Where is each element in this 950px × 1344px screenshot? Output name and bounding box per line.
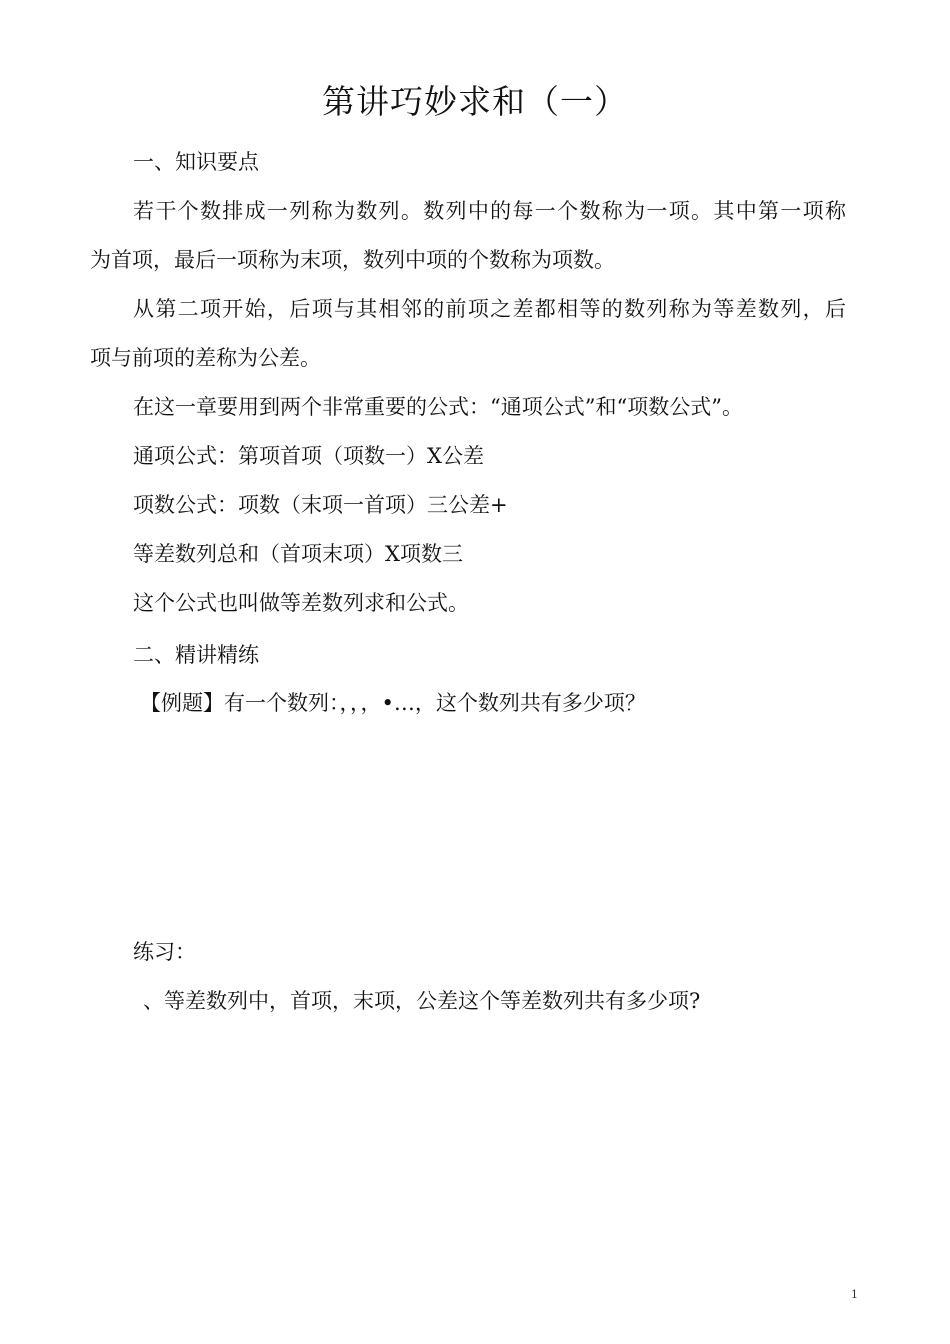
section-heading-practice: 二、精讲精练: [133, 643, 259, 667]
practice-question-1: 、等差数列中，首项，末项，公差这个等差数列共有多少项?: [143, 989, 701, 1013]
paragraph-sum-formula-note: 这个公式也叫做等差数列求和公式。: [133, 591, 469, 615]
formula-sum: 等差数列总和（首项末项）X项数三: [133, 542, 463, 566]
formula-number-of-terms: 项数公式：项数（末项一首项）三公差+: [133, 493, 508, 517]
example-question: 【例题】有一个数列：，，，•…，这个数列共有多少项？: [140, 691, 646, 715]
section-heading-knowledge-points: 一、知识要点: [133, 150, 259, 174]
paragraph-sequence-definition-line-1: 若干个数排成一列称为数列。数列中的每一个数称为一项。其中第一项称: [133, 199, 846, 223]
formula-general-term: 通项公式：第项首项（项数一）X公差: [133, 444, 484, 468]
paragraph-arithmetic-sequence-line-1: 从第二项开始，后项与其相邻的前项之差都相等的数列称为等差数列，后: [133, 297, 846, 321]
document-title: 第讲巧妙求和（一）: [322, 82, 628, 121]
paragraph-formulas-intro: 在这一章要用到两个非常重要的公式：“通项公式”和“项数公式”。: [133, 395, 743, 419]
paragraph-arithmetic-sequence-line-2: 项与前项的差称为公差。: [90, 346, 321, 370]
paragraph-sequence-definition-line-2: 为首项，最后一项称为末项，数列中项的个数称为项数。: [90, 248, 615, 272]
page-number: 1: [851, 1288, 858, 1301]
practice-label: 练习：: [133, 940, 196, 964]
